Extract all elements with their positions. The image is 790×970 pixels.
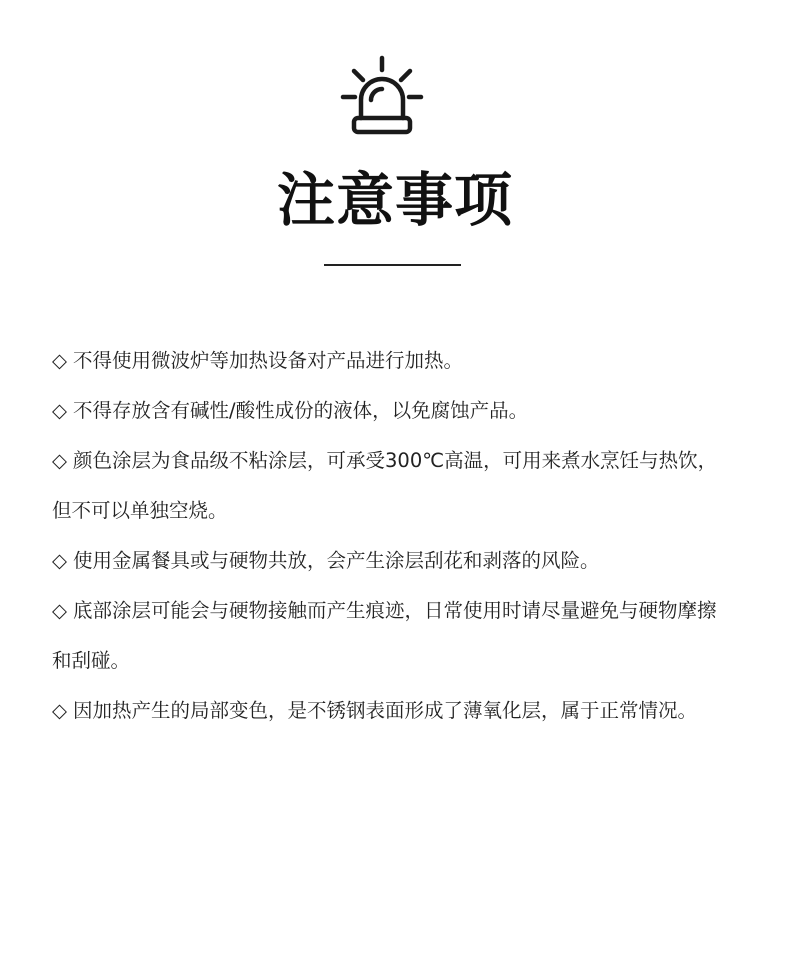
page-title: 注意事项 <box>276 166 513 234</box>
alarm-light-icon <box>338 54 426 138</box>
list-item <box>52 536 732 586</box>
note-text: 使用金属餐具或与硬物共放，会产生涂层刮花和剥落的风险。 <box>73 549 600 572</box>
title-divider <box>324 264 461 266</box>
list-item <box>52 686 732 736</box>
list-item <box>52 386 732 436</box>
note-text: 底部涂层可能会与硬物接触而产生痕迹，日常使用时请尽量避免与硬物摩擦和刮碰。 <box>52 599 717 672</box>
note-text: 不得存放含有碱性/酸性成份的液体，以免腐蚀产品。 <box>73 399 529 422</box>
diamond-bullet-icon: ◇ <box>52 699 67 722</box>
diamond-bullet-icon: ◇ <box>52 349 67 372</box>
diamond-bullet-icon: ◇ <box>52 549 67 572</box>
list-item <box>52 586 732 686</box>
list-item <box>52 336 732 386</box>
notes-list <box>52 336 732 736</box>
note-text: 因加热产生的局部变色，是不锈钢表面形成了薄氧化层，属于正常情况。 <box>73 699 698 722</box>
note-text: 不得使用微波炉等加热设备对产品进行加热。 <box>73 349 464 372</box>
list-item <box>52 436 732 536</box>
diamond-bullet-icon: ◇ <box>52 399 67 422</box>
diamond-bullet-icon: ◇ <box>52 599 67 622</box>
diamond-bullet-icon: ◇ <box>52 449 67 472</box>
note-text: 颜色涂层为食品级不粘涂层，可承受300℃高温，可用来煮水烹饪与热饮，但不可以单独空烧。 <box>52 449 718 522</box>
